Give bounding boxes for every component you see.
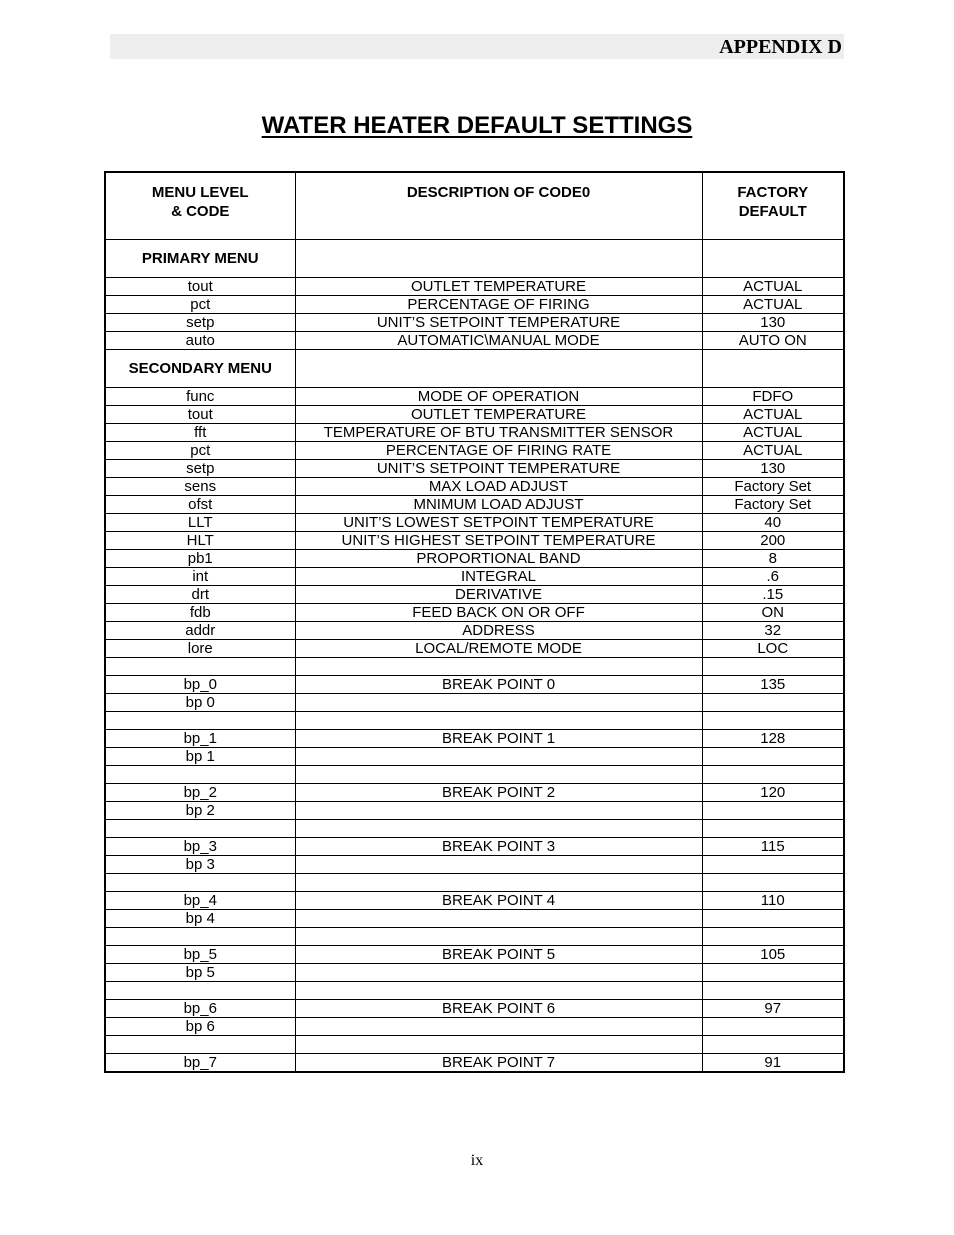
cell-code: setp — [105, 460, 295, 478]
cell-factory-default: 105 — [702, 946, 844, 964]
cell-description: AUTOMATIC\MANUAL MODE — [295, 332, 702, 350]
table-row — [105, 640, 844, 658]
cell-factory-default: ACTUAL — [702, 406, 844, 424]
cell-factory-default: ACTUAL — [702, 442, 844, 460]
table-header-row — [105, 172, 844, 240]
cell-description: BREAK POINT 4 — [295, 892, 702, 910]
cell-description: TEMPERATURE OF BTU TRANSMITTER SENSOR — [295, 424, 702, 442]
table-row — [105, 856, 844, 874]
cell-code: pct — [105, 296, 295, 314]
table-row — [105, 748, 844, 766]
cell-code — [105, 766, 295, 784]
cell-description — [295, 1018, 702, 1036]
column-header-description: DESCRIPTION OF CODE0 — [295, 172, 702, 240]
cell-description: LOCAL/REMOTE MODE — [295, 640, 702, 658]
cell-description — [295, 874, 702, 892]
cell-code: SECONDARY MENU — [105, 350, 295, 388]
cell-code: bp_2 — [105, 784, 295, 802]
table-row — [105, 892, 844, 910]
table-row — [105, 604, 844, 622]
table-row — [105, 550, 844, 568]
cell-code: addr — [105, 622, 295, 640]
page-number: ix — [470, 1152, 484, 1169]
cell-code — [105, 874, 295, 892]
table-row — [105, 514, 844, 532]
cell-description: FEED BACK ON OR OFF — [295, 604, 702, 622]
cell-description — [295, 982, 702, 1000]
table-row — [105, 314, 844, 332]
column-header-factory-default: FACTORY DEFAULT — [702, 172, 844, 240]
cell-description: MNIMUM LOAD ADJUST — [295, 496, 702, 514]
table-row — [105, 820, 844, 838]
cell-factory-default: 130 — [702, 314, 844, 332]
cell-code: bp 3 — [105, 856, 295, 874]
table-row — [105, 568, 844, 586]
table-row — [105, 766, 844, 784]
table-row — [105, 478, 844, 496]
cell-code: bp_5 — [105, 946, 295, 964]
cell-description: BREAK POINT 1 — [295, 730, 702, 748]
cell-description — [295, 820, 702, 838]
section-row — [105, 350, 844, 388]
column-header-menu-level: MENU LEVEL & CODE — [105, 172, 295, 240]
table-row — [105, 910, 844, 928]
appendix-header-bar — [110, 34, 844, 59]
cell-description — [295, 712, 702, 730]
cell-code: drt — [105, 586, 295, 604]
table-row — [105, 694, 844, 712]
cell-code: setp — [105, 314, 295, 332]
cell-description: MODE OF OPERATION — [295, 388, 702, 406]
cell-description — [295, 240, 702, 278]
cell-code: PRIMARY MENU — [105, 240, 295, 278]
table-row — [105, 658, 844, 676]
cell-code — [105, 928, 295, 946]
cell-factory-default: AUTO ON — [702, 332, 844, 350]
cell-description: BREAK POINT 7 — [295, 1054, 702, 1073]
table-row — [105, 586, 844, 604]
table-row — [105, 712, 844, 730]
cell-factory-default: .15 — [702, 586, 844, 604]
cell-factory-default: 200 — [702, 532, 844, 550]
cell-description — [295, 928, 702, 946]
cell-code — [105, 712, 295, 730]
cell-description: UNIT’S LOWEST SETPOINT TEMPERATURE — [295, 514, 702, 532]
cell-factory-default — [702, 874, 844, 892]
table-row — [105, 460, 844, 478]
cell-factory-default — [702, 982, 844, 1000]
cell-code — [105, 1036, 295, 1054]
cell-code: ofst — [105, 496, 295, 514]
cell-code: LLT — [105, 514, 295, 532]
cell-description: INTEGRAL — [295, 568, 702, 586]
cell-code: bp_6 — [105, 1000, 295, 1018]
table-row — [105, 1036, 844, 1054]
table-row — [105, 838, 844, 856]
cell-factory-default — [702, 748, 844, 766]
cell-description — [295, 964, 702, 982]
table-row — [105, 676, 844, 694]
cell-factory-default: ACTUAL — [702, 296, 844, 314]
cell-description — [295, 802, 702, 820]
cell-description: MAX LOAD ADJUST — [295, 478, 702, 496]
cell-code: bp 0 — [105, 694, 295, 712]
cell-factory-default: ACTUAL — [702, 424, 844, 442]
cell-code: bp_7 — [105, 1054, 295, 1073]
cell-factory-default: FDFO — [702, 388, 844, 406]
cell-code: bp 6 — [105, 1018, 295, 1036]
cell-description: BREAK POINT 0 — [295, 676, 702, 694]
table-row — [105, 946, 844, 964]
table-row — [105, 1054, 844, 1073]
page-title — [0, 112, 954, 140]
cell-code: auto — [105, 332, 295, 350]
cell-code: fft — [105, 424, 295, 442]
cell-description: BREAK POINT 6 — [295, 1000, 702, 1018]
cell-code: HLT — [105, 532, 295, 550]
cell-factory-default: 128 — [702, 730, 844, 748]
table-row — [105, 802, 844, 820]
cell-code: bp_3 — [105, 838, 295, 856]
table-row — [105, 424, 844, 442]
table-row — [105, 1018, 844, 1036]
cell-factory-default: .6 — [702, 568, 844, 586]
cell-factory-default — [702, 712, 844, 730]
cell-code: tout — [105, 278, 295, 296]
cell-factory-default — [702, 964, 844, 982]
cell-factory-default — [702, 766, 844, 784]
cell-factory-default: 120 — [702, 784, 844, 802]
cell-description: BREAK POINT 3 — [295, 838, 702, 856]
cell-description: PROPORTIONAL BAND — [295, 550, 702, 568]
table-row — [105, 784, 844, 802]
cell-factory-default: Factory Set — [702, 496, 844, 514]
cell-code: bp_1 — [105, 730, 295, 748]
cell-factory-default — [702, 1036, 844, 1054]
cell-factory-default: 40 — [702, 514, 844, 532]
cell-factory-default — [702, 820, 844, 838]
cell-description — [295, 748, 702, 766]
cell-code: bp 1 — [105, 748, 295, 766]
cell-code: bp_4 — [105, 892, 295, 910]
table-row — [105, 278, 844, 296]
cell-factory-default: 32 — [702, 622, 844, 640]
cell-code: bp_0 — [105, 676, 295, 694]
cell-code: sens — [105, 478, 295, 496]
table-row — [105, 928, 844, 946]
cell-factory-default — [702, 658, 844, 676]
table-row — [105, 496, 844, 514]
cell-factory-default — [702, 802, 844, 820]
cell-description: OUTLET TEMPERATURE — [295, 278, 702, 296]
cell-description: OUTLET TEMPERATURE — [295, 406, 702, 424]
page-title-text: WATER HEATER DEFAULT SETTINGS — [261, 112, 693, 139]
table-row — [105, 730, 844, 748]
cell-code: pb1 — [105, 550, 295, 568]
table-row — [105, 982, 844, 1000]
cell-description: ADDRESS — [295, 622, 702, 640]
cell-factory-default — [702, 928, 844, 946]
cell-description — [295, 910, 702, 928]
cell-factory-default: 97 — [702, 1000, 844, 1018]
cell-code: tout — [105, 406, 295, 424]
table-row — [105, 622, 844, 640]
cell-description — [295, 766, 702, 784]
cell-description: UNIT’S SETPOINT TEMPERATURE — [295, 314, 702, 332]
cell-factory-default: 91 — [702, 1054, 844, 1073]
cell-factory-default: Factory Set — [702, 478, 844, 496]
table-row — [105, 532, 844, 550]
cell-factory-default: 130 — [702, 460, 844, 478]
cell-factory-default — [702, 856, 844, 874]
cell-description: PERCENTAGE OF FIRING RATE — [295, 442, 702, 460]
cell-description: BREAK POINT 2 — [295, 784, 702, 802]
table-row — [105, 332, 844, 350]
cell-code: bp 4 — [105, 910, 295, 928]
cell-code: lore — [105, 640, 295, 658]
cell-factory-default — [702, 350, 844, 388]
cell-factory-default: LOC — [702, 640, 844, 658]
cell-code: pct — [105, 442, 295, 460]
table-row — [105, 442, 844, 460]
cell-code — [105, 658, 295, 676]
cell-description — [295, 856, 702, 874]
cell-description — [295, 658, 702, 676]
cell-factory-default: 135 — [702, 676, 844, 694]
cell-description: UNIT’S SETPOINT TEMPERATURE — [295, 460, 702, 478]
cell-factory-default — [702, 694, 844, 712]
section-row — [105, 240, 844, 278]
cell-code: int — [105, 568, 295, 586]
cell-factory-default — [702, 910, 844, 928]
cell-description — [295, 694, 702, 712]
cell-description: UNIT’S HIGHEST SETPOINT TEMPERATURE — [295, 532, 702, 550]
cell-factory-default: 115 — [702, 838, 844, 856]
cell-code — [105, 982, 295, 1000]
cell-description: PERCENTAGE OF FIRING — [295, 296, 702, 314]
cell-description: DERIVATIVE — [295, 586, 702, 604]
table-row — [105, 296, 844, 314]
cell-factory-default: 110 — [702, 892, 844, 910]
cell-description — [295, 1036, 702, 1054]
appendix-label: APPENDIX D — [719, 36, 842, 58]
table-row — [105, 874, 844, 892]
table-row — [105, 1000, 844, 1018]
cell-factory-default: 8 — [702, 550, 844, 568]
cell-description — [295, 350, 702, 388]
table-row — [105, 406, 844, 424]
table-row — [105, 964, 844, 982]
table-body — [105, 240, 844, 1073]
cell-description: BREAK POINT 5 — [295, 946, 702, 964]
default-settings-table — [104, 171, 845, 1073]
cell-factory-default: ON — [702, 604, 844, 622]
table-row — [105, 388, 844, 406]
cell-factory-default — [702, 1018, 844, 1036]
cell-code: func — [105, 388, 295, 406]
cell-code — [105, 820, 295, 838]
cell-code: fdb — [105, 604, 295, 622]
cell-factory-default: ACTUAL — [702, 278, 844, 296]
cell-code: bp 2 — [105, 802, 295, 820]
cell-factory-default — [702, 240, 844, 278]
cell-code: bp 5 — [105, 964, 295, 982]
